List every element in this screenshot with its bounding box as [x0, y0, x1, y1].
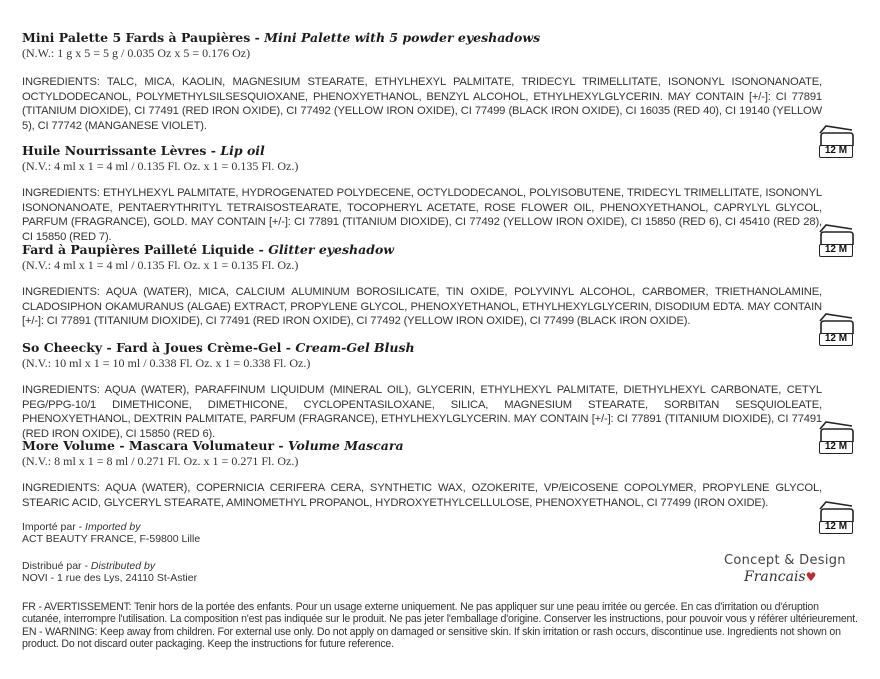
pao-symbol-mascara [818, 500, 858, 534]
product-section-blush [22, 340, 862, 371]
pao-label: 12 M [819, 441, 853, 454]
product-section-palette [22, 30, 862, 61]
pao-label: 12 M [819, 244, 853, 257]
net-volume: (N.V.: 8 ml x 1 = 8 ml / 0.271 Fl. Oz. x 1 = 0.271 Fl. Oz.) [22, 454, 299, 468]
brand-logo [724, 553, 864, 585]
product-title: Huile Nourrissante Lèvres - Lip oil [22, 143, 265, 158]
importer-name: ACT BEAUTY FRANCE, F-59800 Lille [22, 533, 201, 545]
net-weight: (N.W.: 1 g x 5 = 5 g / 0.035 Oz x 5 = 0.176 Oz) [22, 46, 251, 60]
product-title: Fard à Paupières Pailleté Liquide - Glitter eyeshadow [22, 242, 395, 257]
distributor-block [22, 560, 197, 584]
pao-label: 12 M [819, 333, 853, 346]
distributor-name: NOVI - 1 rue des Lys, 24110 St-Astier [22, 572, 198, 584]
product-section-glitter [22, 242, 862, 273]
distributor-label: Distribué par - Distributed by [22, 560, 156, 572]
ingredients-mascara: INGREDIENTS: AQUA (WATER), COPERNICIA CERIFERA CERA, SYNTHETIC WAX, OZOKERITE, VP/EICOSENE COPOLYMER, PROPYLENE GLYCOL, STEARIC ACID, GLYCERYL STEARATE, AMINOMETHYL PROPANOL, HYDROXYETHYLCELLULOSE, PHENOXYETHANOL, CI 77499 (IRON OXIDE). [22, 482, 822, 509]
heart-icon: ♥ [805, 570, 817, 584]
product-title: More Volume - Mascara Volumateur - Volume Mascara [22, 438, 404, 453]
ingredients-blush: INGREDIENTS: AQUA (WATER), PARAFFINUM LIQUIDUM (MINERAL OIL), GLYCERIN, ETHYLHEXYL PALMITATE, DIETHYLHEXYL CARBONATE, CETYL PEG/PPG-10/1 DIMETHICONE, DIMETHICONE, CYCLOPENTASILOXANE, SILICA, MAGNESIUM STEARATE, SORBITAN SESQUIOLEATE, PHENOXYETHANOL, DEXTRIN PALMITATE, PARFUM (FRAGRANCE), ETHYLHEXYLGLYCERIN. MAY CONTAIN [+/-]: CI 77891 (TITANIUM DIOXIDE), CI 77491 (RED IRON OXIDE), CI 15850 (RED 6). [22, 384, 822, 440]
product-title: Mini Palette 5 Fards à Paupières - Mini Palette with 5 powder eyeshadows [22, 30, 541, 45]
warning-text: FR - AVERTISSEMENT: Tenir hors de la portée des enfants. Pour un usage externe uniquement. Ne pas appliquer sur une peau irritée ou gercée. En cas d'irritation ou d'éruption cutanée, interrompre l'utilisation. La composition n'est pas indiquée sur le produit. Ne pas jeter l'emballage d'origine. Conserver les instructions, pour pouvoir vous y référer ultérieurement. EN - WARNING: Keep away from children. For external use only. Do not apply on damaged or sensitive skin. If skin irritation or rash occurs, discontinue use. Ingredients not shown on product. Do not discard outer packaging. Keep the instructions for future reference. [22, 601, 858, 651]
ingredients-lip-oil: INGREDIENTS: ETHYLHEXYL PALMITATE, HYDROGENATED POLYDECENE, OCTYLDODECANOL, POLYISOBUTENE, TRIDECYL TRIMELLITATE, ISONONYL ISONONANOATE, PENTAERYTHRITYL TETRAISOSTEARATE, TOCOPHERYL ACETATE, ROSE FLOWER OIL, PHENOXYETHANOL, CAPRYLYL GLYCOL, PARFUM (FRAGRANCE), GOLD. MAY CONTAIN [+/-]: CI 77891 (TITANIUM DIOXIDE), CI 77492 (YELLOW IRON OXIDE), CI 15850 (RED 6), CI 45410 (RED 28), CI 15850 (RED 7). [22, 187, 822, 243]
pao-label: 12 M [819, 521, 853, 534]
net-volume: (N.V.: 4 ml x 1 = 4 ml / 0.135 Fl. Oz. x 1 = 0.135 Fl. Oz.) [22, 159, 299, 173]
net-volume: (N.V.: 4 ml x 1 = 4 ml / 0.135 Fl. Oz. x 1 = 0.135 Fl. Oz.) [22, 258, 299, 272]
product-section-lip-oil [22, 143, 862, 174]
product-section-mascara [22, 438, 862, 469]
ingredients-palette: INGREDIENTS: TALC, MICA, KAOLIN, MAGNESIUM STEARATE, ETHYLHEXYL PALMITATE, TRIDECYL TRIMELLITATE, ISONONYL ISONONANOATE, OCTYLDODECANOL, POLYMETHYLSILSESQUIOXANE, PHENOXYETHANOL, BENZYL ALCOHOL, ETHYLHEXYLGLYCERIN. MAY CONTAIN [+/-]: CI 77891 (TITANIUM DIOXIDE), CI 77491 (RED IRON OXIDE), CI 77492 (YELLOW IRON OXIDE), CI 77499 (BLACK IRON OXIDE), CI 16035 (RED 40), CI 19140 (YELLOW 5), CI 77742 (MANGANESE VIOLET). [22, 76, 822, 132]
ingredients-glitter: INGREDIENTS: AQUA (WATER), MICA, CALCIUM ALUMINUM BOROSILICATE, TIN OXIDE, POLYVINYL ALCOHOL, CARBOMER, TRIETHANOLAMINE, CLADOSIPHON OKAMURANUS (ALGAE) EXTRACT, PROPYLENE GLYCOL, PHENOXYETHANOL, ETHYLHEXYLGLYCERIN, DISODIUM EDTA. MAY CONTAIN [+/-]: CI 77891 (TITANIUM DIOXIDE), CI 77491 (RED IRON OXIDE), CI 77492 (YELLOW IRON OXIDE), CI 77499 (BLACK IRON OXIDE). [22, 286, 822, 328]
pao-label: 12 M [819, 145, 853, 158]
importer-label: Importé par - Imported by [22, 521, 141, 533]
brand-line-2: Francais♥ [744, 569, 817, 585]
brand-line-1: Concept & Design [724, 553, 846, 568]
net-volume: (N.V.: 10 ml x 1 = 10 ml / 0.338 Fl. Oz. x 1 = 0.338 Fl. Oz.) [22, 356, 311, 370]
product-title: So Cheecky - Fard à Joues Crème-Gel - Cream-Gel Blush [22, 340, 415, 355]
importer-block [22, 521, 200, 545]
